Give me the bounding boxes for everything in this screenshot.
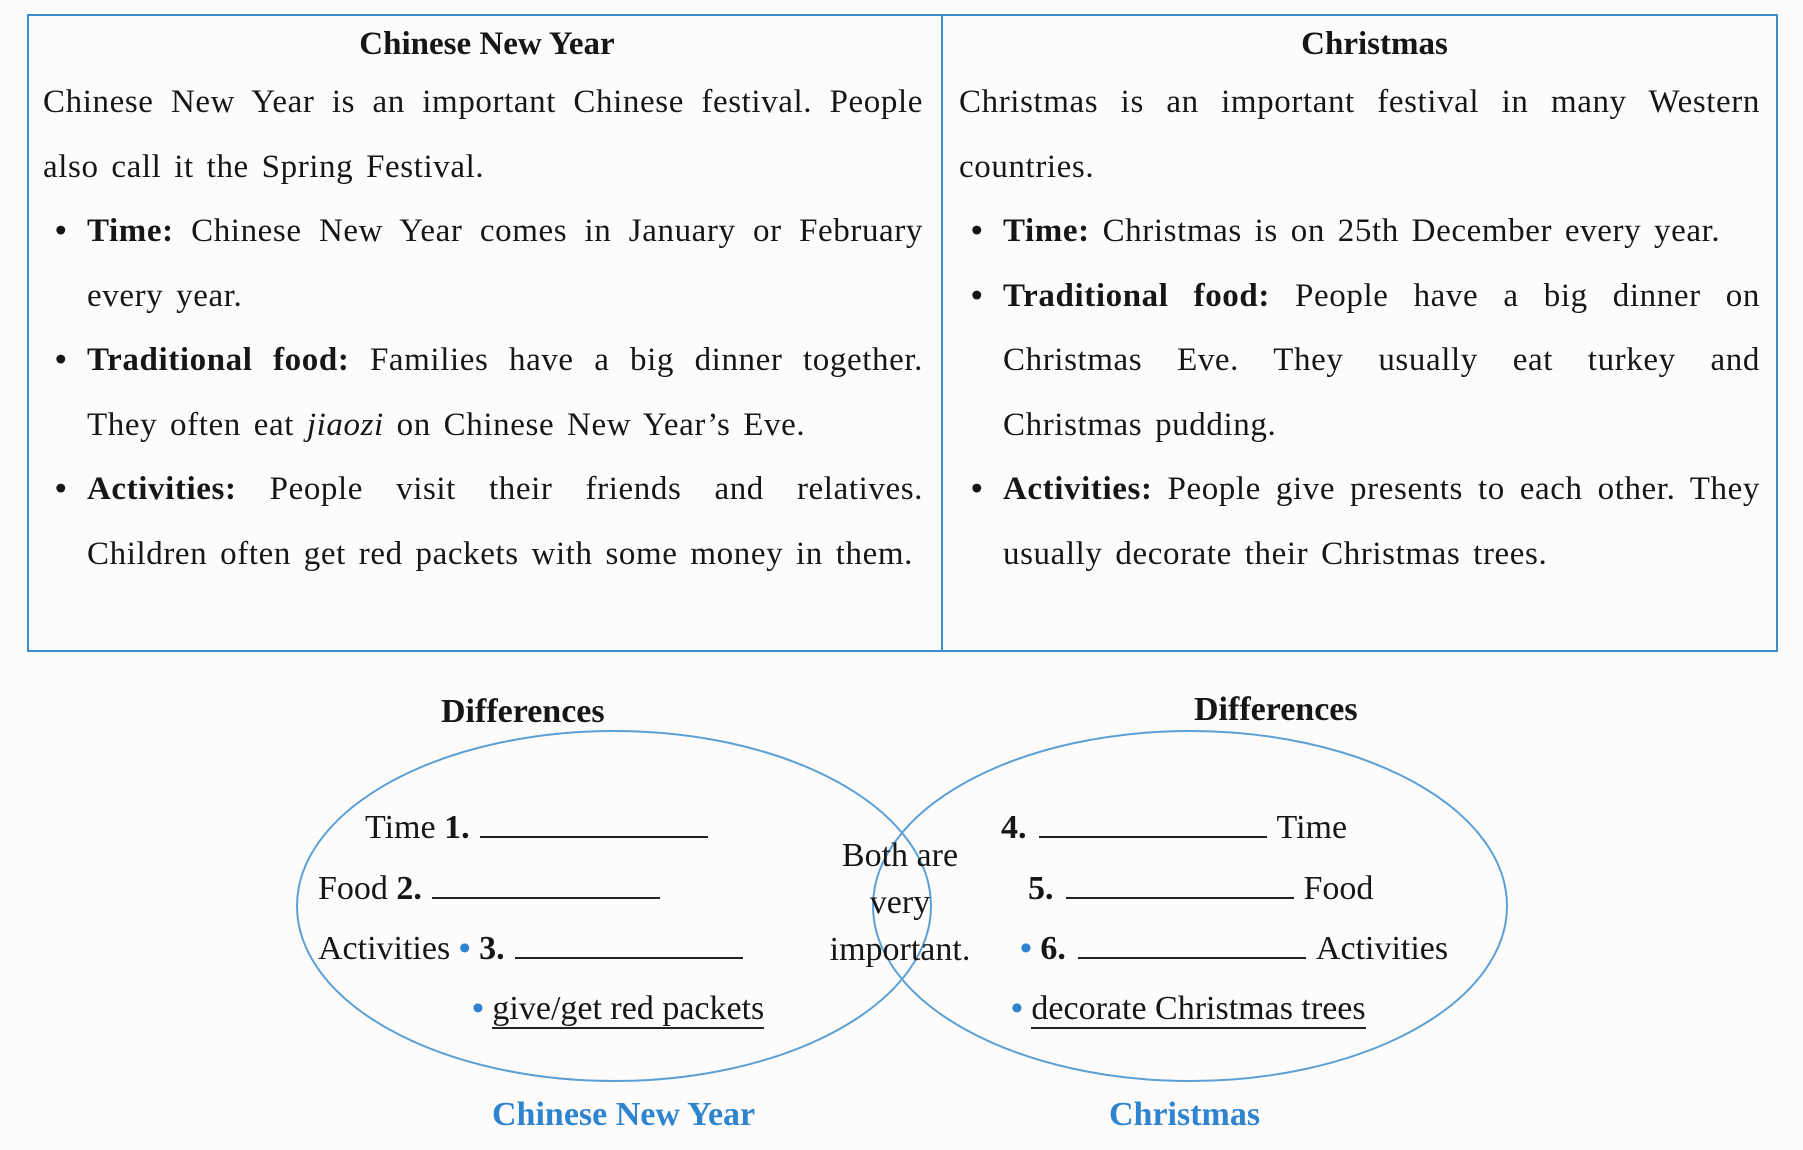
bullet-label: Activities bbox=[87, 471, 225, 507]
right-example bbox=[1011, 989, 1366, 1029]
bullet-label: Time bbox=[1003, 213, 1079, 249]
row-word: Food bbox=[318, 870, 388, 907]
center-line: very bbox=[869, 884, 931, 921]
bullet-text: Chinese New Year comes in January or February every year. bbox=[87, 213, 923, 314]
answer-blank-2[interactable] bbox=[432, 871, 660, 899]
bullet-label: Traditional food bbox=[1003, 277, 1259, 314]
bullet-dot: • bbox=[55, 342, 68, 378]
left-differences-title: Differences bbox=[441, 693, 605, 730]
right-row-time bbox=[1001, 808, 1347, 848]
answer-blank-5[interactable] bbox=[1066, 871, 1294, 899]
left-row-food bbox=[318, 869, 660, 909]
bullet-label: Activities bbox=[1003, 471, 1141, 507]
example-answer: decorate Christmas trees bbox=[1031, 990, 1366, 1027]
left-example bbox=[472, 989, 764, 1029]
left-circle-label: Chinese New Year bbox=[492, 1096, 756, 1133]
row-number: 6. bbox=[1040, 930, 1066, 967]
intro-paragraph: Christmas is an important festival in many Western countries. bbox=[959, 84, 1760, 185]
bullet-dot: • bbox=[472, 990, 484, 1027]
row-number: 1. bbox=[444, 809, 470, 846]
bullet-dot: • bbox=[55, 471, 68, 507]
bullet-text: People have a big dinner on Christmas Eve. They usually eat turkey and Christmas pudding. bbox=[1003, 277, 1760, 443]
right-row-activities bbox=[1020, 929, 1448, 969]
answer-blank-3[interactable] bbox=[515, 931, 743, 959]
venn-center-text bbox=[808, 832, 992, 973]
center-line: Both are bbox=[841, 837, 959, 874]
colon: : bbox=[1140, 471, 1153, 507]
bullet-dot: • bbox=[55, 213, 68, 249]
row-word: Food bbox=[1303, 870, 1374, 907]
bullet-dot: • bbox=[971, 277, 984, 314]
bullet-dot: • bbox=[1011, 990, 1023, 1027]
left-row-activities bbox=[318, 929, 743, 969]
answer-blank-4[interactable] bbox=[1039, 810, 1267, 838]
bullet-dot: • bbox=[1020, 930, 1032, 967]
row-word: Activities bbox=[318, 930, 451, 967]
bullet-text: Families have a big dinner together. They often eat bbox=[87, 342, 923, 443]
bullet-text: People visit their friends and relatives. Children often get red packets with some money in them. bbox=[87, 471, 923, 572]
right-row-food bbox=[1028, 869, 1373, 909]
center-line: important. bbox=[829, 931, 971, 968]
answer-blank-6[interactable] bbox=[1078, 931, 1306, 959]
colon: : bbox=[224, 471, 237, 507]
bullet-text: People give presents to each other. They usually decorate their Christmas trees. bbox=[1003, 471, 1760, 572]
intro-paragraph: Chinese New Year is an important Chinese festival. People also call it the Spring Festival. bbox=[43, 84, 923, 185]
row-number: 4. bbox=[1001, 809, 1027, 846]
bullet-label: Time bbox=[87, 213, 163, 249]
bullet-dot: • bbox=[971, 471, 984, 507]
row-number: 3. bbox=[479, 930, 505, 967]
colon: : bbox=[162, 213, 174, 249]
column-heading-christmas: Christmas bbox=[1301, 26, 1448, 62]
row-number: 5. bbox=[1028, 870, 1054, 907]
left-row-time bbox=[365, 808, 708, 848]
row-number: 2. bbox=[396, 870, 422, 907]
italic-word: jiaozi bbox=[306, 406, 384, 443]
example-answer: give/get red packets bbox=[492, 990, 765, 1027]
row-word: Time bbox=[1276, 809, 1348, 846]
right-circle-label: Christmas bbox=[1109, 1096, 1261, 1133]
row-word: Activities bbox=[1315, 930, 1449, 967]
colon: : bbox=[1258, 277, 1270, 314]
bullet-dot: • bbox=[971, 213, 984, 249]
column-heading-chinese-new-year: Chinese New Year bbox=[359, 26, 615, 62]
colon: : bbox=[1078, 213, 1090, 249]
bullet-label: Traditional food bbox=[87, 342, 338, 378]
bullet-text: Christmas is on 25th December every year. bbox=[1089, 213, 1721, 249]
answer-blank-1[interactable] bbox=[480, 810, 708, 838]
bullet-dot: • bbox=[458, 930, 471, 967]
colon: : bbox=[337, 342, 350, 378]
bullet-text-2: on Chinese New Year’s Eve. bbox=[383, 406, 806, 443]
right-differences-title: Differences bbox=[1194, 691, 1358, 728]
row-word: Time bbox=[365, 809, 436, 846]
